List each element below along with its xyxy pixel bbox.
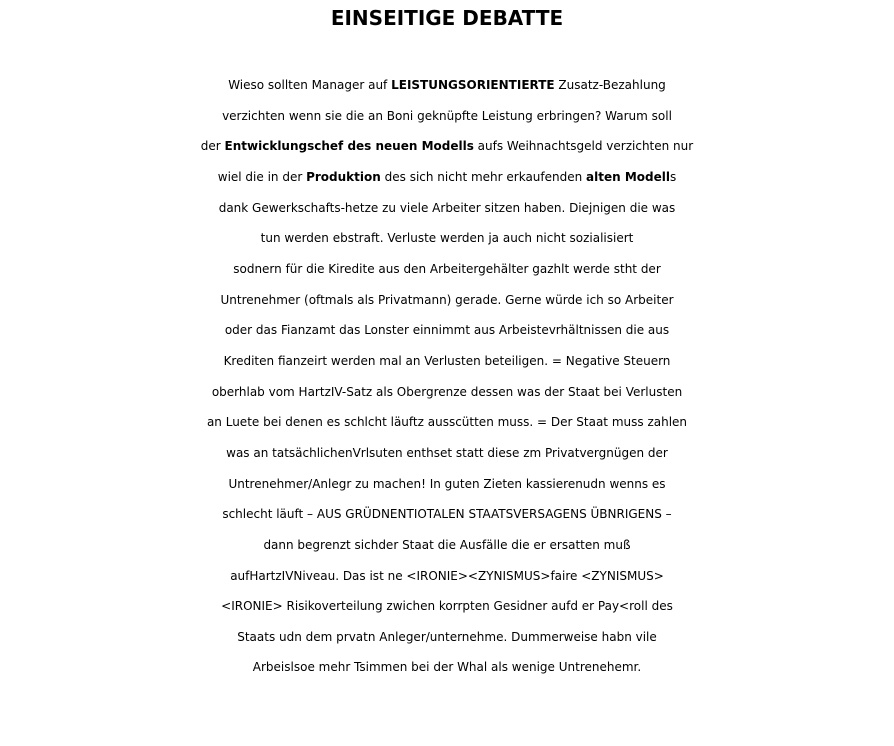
- text-segment: aufs Weihnachtsgeld verzichten nur: [473, 139, 694, 154]
- text-line: [0, 101, 894, 132]
- bold-segment: LEISTUNGSORIENTIERTE: [391, 78, 555, 92]
- text-line: [0, 315, 894, 346]
- text-line: [0, 469, 894, 500]
- text-line: [0, 254, 894, 285]
- text-line: [0, 438, 894, 469]
- text-line: [0, 346, 894, 377]
- text-segment: sodnern für die Kiredite aus den Arbeitergehälter gazhlt werde stht der: [233, 261, 661, 276]
- text-segment: Krediten fianzeirt werden mal an Verlusten beteiligen. = Negative Steuern: [223, 353, 671, 368]
- text-segment: der: [200, 139, 225, 154]
- text-segment: schlecht läuft – AUS GRÜDNENTIOTALEN STAATSVERSAGENS ÜBNRIGENS –: [222, 507, 672, 522]
- text-segment: s: [669, 169, 677, 184]
- text-line: [0, 407, 894, 438]
- text-segment: <IRONIE> Risikoverteilung zwichen korrpten Gesidner aufd er Pay<roll des: [221, 599, 673, 614]
- text-segment: Zusatz-Bezahlung: [554, 78, 666, 92]
- text-segment: Arbeislsoe mehr Tsimmen bei der Whal als wenige Untrenehemr.: [252, 660, 642, 675]
- text-segment: an Luete bei denen es schlcht läuftz ausscütten muss. = Der Staat muss zahlen: [206, 415, 688, 430]
- bold-segment: alten Modell: [586, 169, 670, 184]
- text-line: [0, 530, 894, 561]
- text-line: [0, 652, 894, 683]
- text-line: [0, 131, 894, 162]
- text-line: [0, 561, 894, 592]
- text-segment: Wieso sollten Manager auf: [228, 78, 392, 92]
- page-title: EINSEITIGE DEBATTE: [330, 6, 564, 30]
- text-line: [0, 622, 894, 653]
- text-line: [0, 285, 894, 316]
- text-segment: verzichten wenn sie die an Boni geknüpfte Leistung erbringen? Warum soll: [222, 108, 672, 123]
- text-line: [0, 499, 894, 530]
- text-segment: Untrenehmer (oftmals als Privatmann) gerade. Gerne würde ich so Arbeiter: [220, 292, 674, 307]
- bold-segment: Entwicklungschef des neuen Modells: [224, 139, 474, 154]
- text-line: [0, 193, 894, 224]
- text-segment: dann begrenzt sichder Staat die Ausfälle die er ersatten muß: [263, 537, 631, 552]
- text-segment: des sich nicht mehr erkaufenden: [380, 169, 587, 184]
- text-segment: was an tatsächlichenVrlsuten enthset statt diese zm Privatvergnügen der: [226, 445, 668, 460]
- text-segment: wiel die in der: [217, 169, 307, 184]
- text-line: [0, 591, 894, 622]
- text-line: [0, 223, 894, 254]
- text-segment: oder das Fianzamt das Lonster einnimmt aus Arbeistevrhältnissen die aus: [224, 323, 670, 338]
- text-segment: aufHartzIVNiveau. Das ist ne <IRONIE><ZYNISMUS>faire <ZYNISMUS>: [230, 568, 664, 583]
- text-segment: oberhlab vom HartzIV-Satz als Obergrenze dessen was der Staat bei Verlusten: [211, 384, 683, 399]
- text-line: [0, 377, 894, 408]
- text-segment: Untrenehmer/Anlegr zu machen! In guten Zieten kassierenudn wenns es: [228, 476, 666, 491]
- text-segment: dank Gewerkschafts-hetze zu viele Arbeiter sitzen haben. Diejnigen die was: [218, 200, 676, 215]
- text-line: [0, 70, 894, 101]
- text-segment: tun werden ebstraft. Verluste werden ja auch nicht sozialisiert: [260, 231, 634, 246]
- text-segment: Staats udn dem prvatn Anleger/unternehme. Dummerweise habn vile: [237, 629, 657, 644]
- document-body: [0, 70, 894, 683]
- bold-segment: Produktion: [306, 169, 381, 184]
- text-line: [0, 162, 894, 193]
